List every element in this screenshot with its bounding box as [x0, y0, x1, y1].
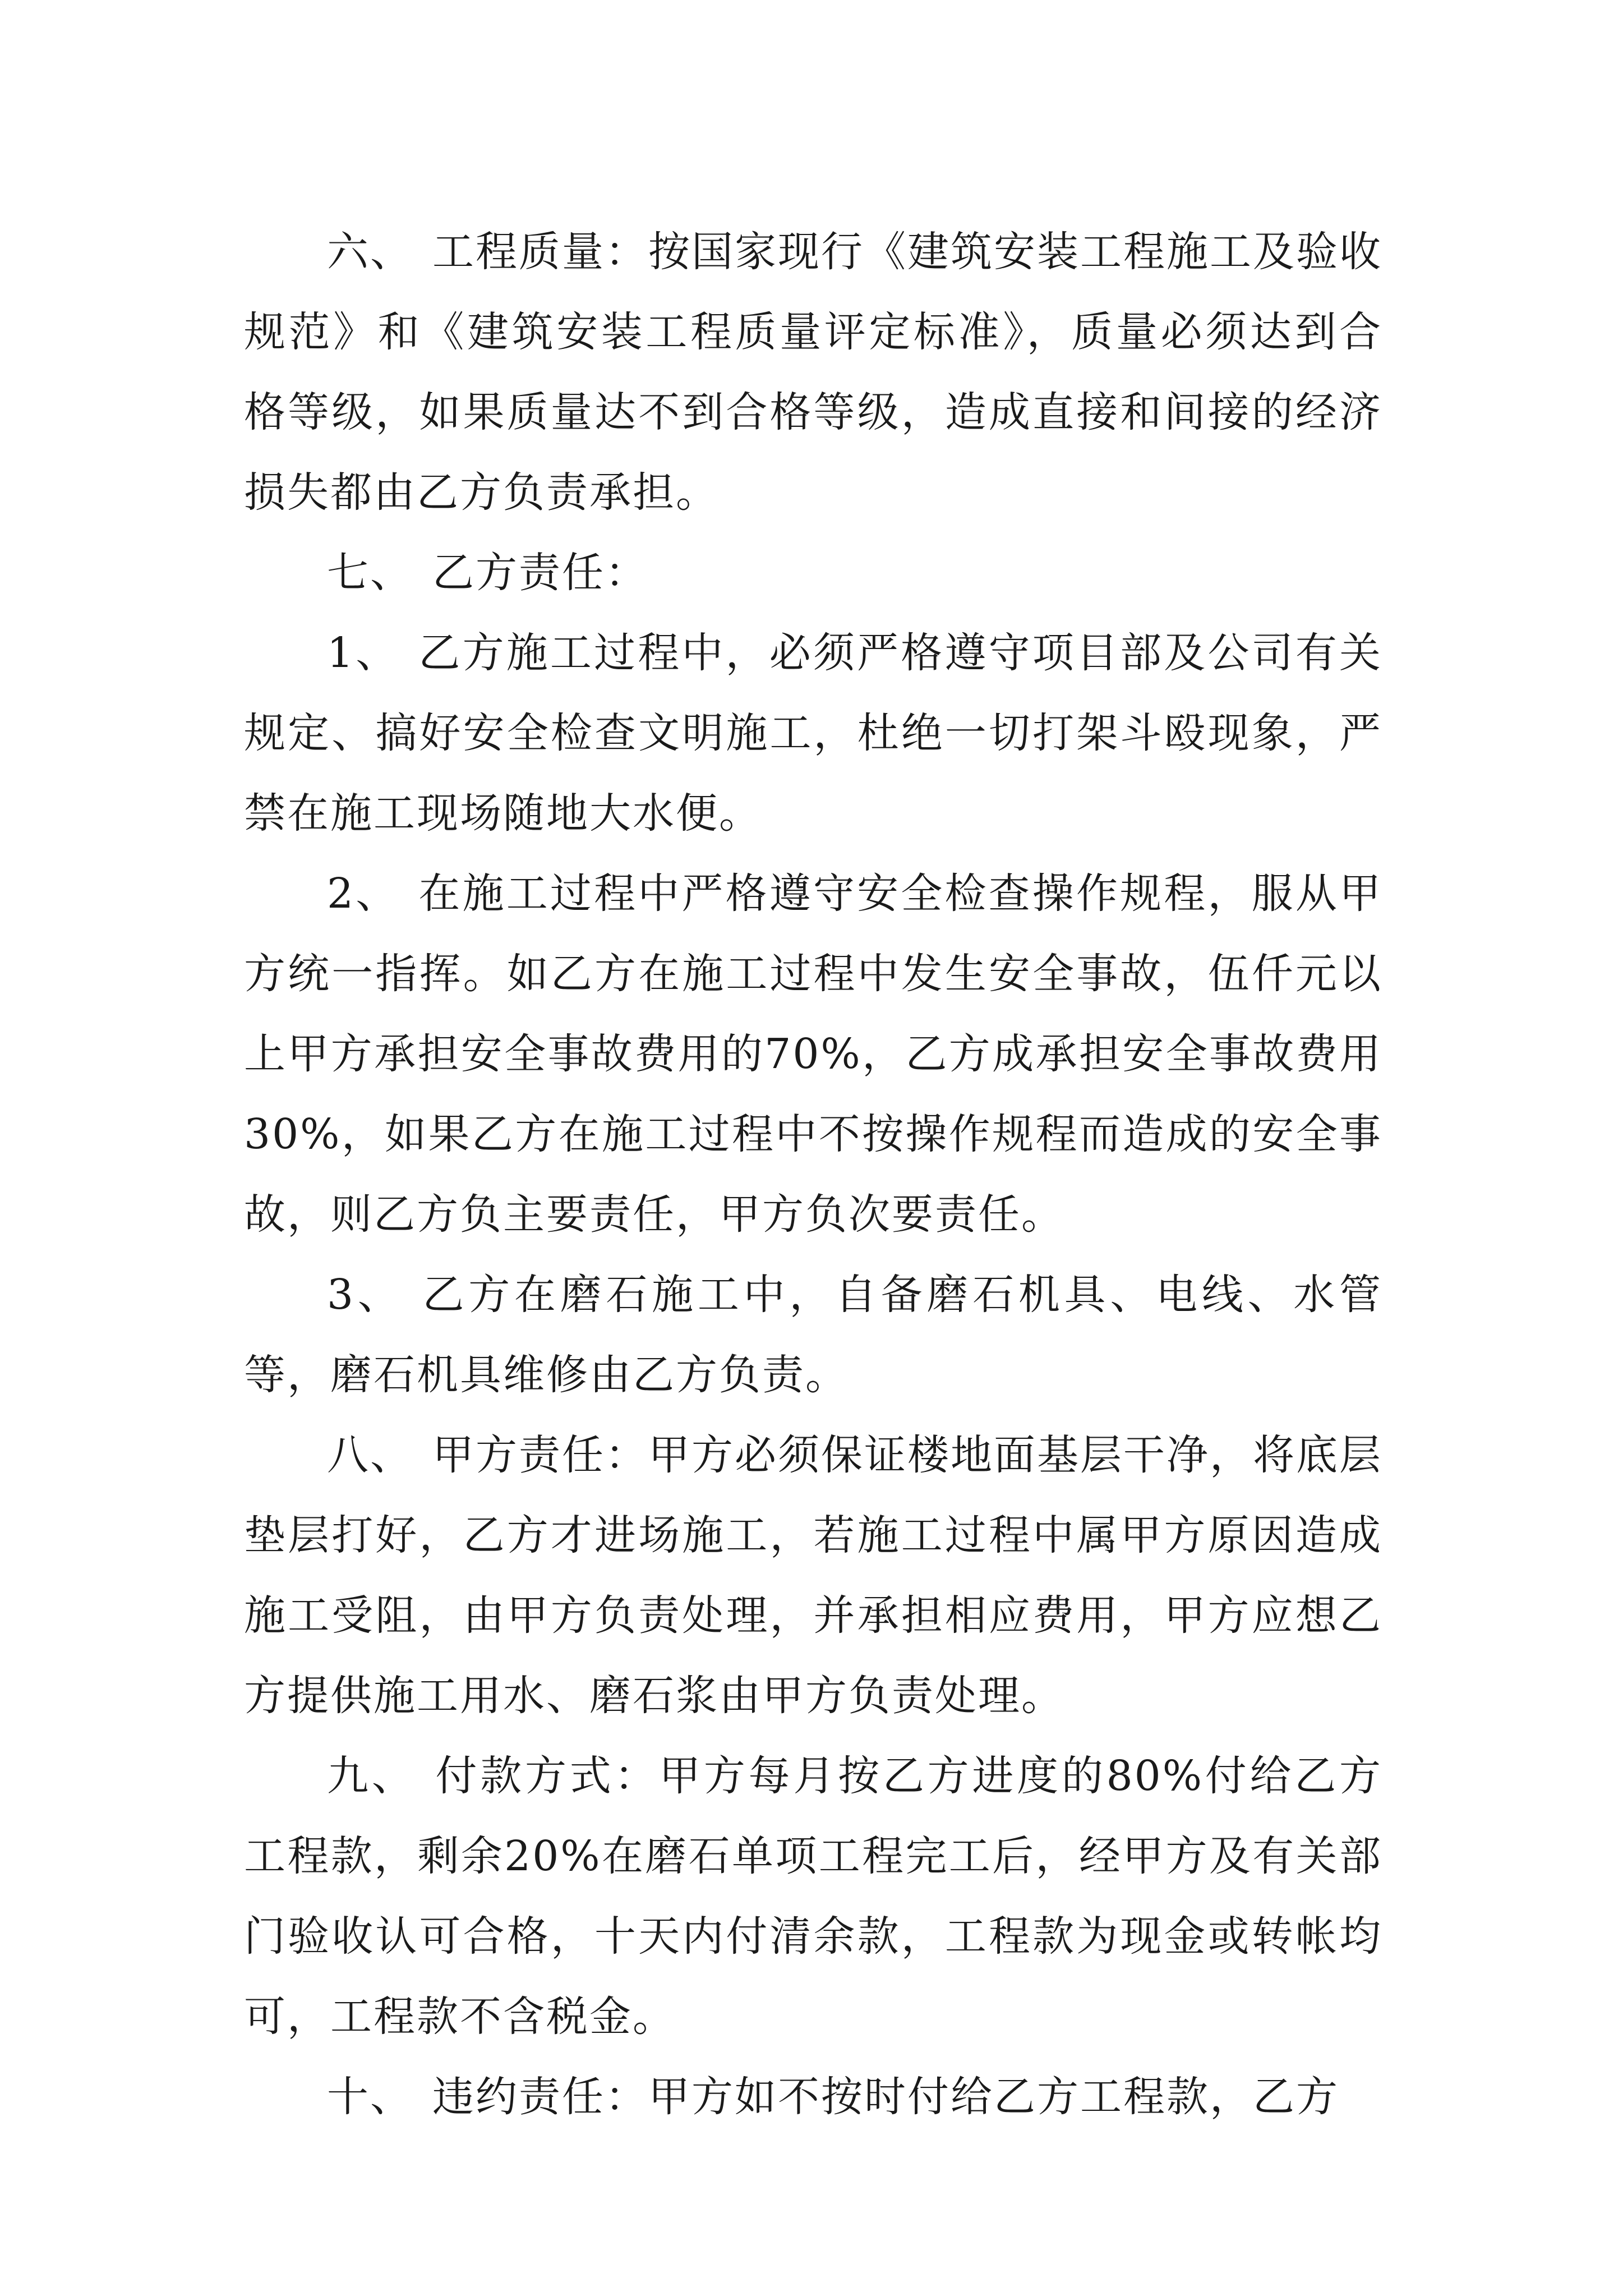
item-number: 2、 [327, 869, 400, 918]
clause-7-item-1 [244, 613, 1382, 854]
clause-number: 七、 [327, 549, 413, 597]
clause-7-item-3 [244, 1255, 1382, 1415]
clause-9-payment [244, 1736, 1382, 2057]
item-number: 3、 [327, 1271, 404, 1319]
clause-text: 工程质量：按国家现行《建筑安装工程施工及验收规范》和《建筑安装工程质量评定标准》，质量必须达到合格等级，如果质量达不到合格等级，造成直接和间接的经济损失都由乙方负责承担。 [244, 228, 1382, 517]
clause-7-item-2 [244, 854, 1382, 1255]
clause-text: 付款方式：甲方每月按乙方进度的80%付给乙方工程款，剩余20%在磨石单项工程完工后，经甲方及有关部门验收认可合格，十天内付清余款，工程款为现金或转帐均可，工程款不含税金。 [244, 1752, 1382, 2041]
item-text: 乙方在磨石施工中，自备磨石机具、电线、水管等，磨石机具维修由乙方负责。 [244, 1271, 1382, 1399]
clause-6-quality [244, 212, 1382, 533]
document-body [244, 212, 1382, 2137]
clause-text: 甲方责任：甲方必须保证楼地面基层干净，将底层垫层打好，乙方才进场施工，若施工过程中属甲方原因造成施工受阻，由甲方负责处理，并承担相应费用，甲方应想乙方提供施工用水、磨石浆由甲方负责处理。 [244, 1431, 1382, 1720]
item-number: 1、 [327, 629, 400, 677]
clause-number: 六、 [327, 228, 413, 276]
item-text: 乙方施工过程中，必须严格遵守项目部及公司有关规定、搞好安全检查文明施工，杜绝一切打架斗殴现象，严禁在施工现场随地大水便。 [244, 629, 1382, 838]
clause-number: 八、 [327, 1431, 413, 1479]
clause-number: 九、 [327, 1752, 417, 1800]
clause-text: 违约责任：甲方如不按时付给乙方工程款，乙方 [432, 2073, 1339, 2121]
clause-7-party-b-responsibility [244, 533, 1382, 613]
item-text: 在施工过程中严格遵守安全检查操作规程，服从甲方统一指挥。如乙方在施工过程中发生安全事故，伍仟元以上甲方承担安全事故费用的70%，乙方成承担安全事故费用30%，如果乙方在施工过程中不按操作规程而造成的安全事故，则乙方负主要责任，甲方负次要责任。 [244, 869, 1382, 1239]
clause-10-breach [244, 2057, 1382, 2137]
clause-8-party-a-responsibility [244, 1415, 1382, 1736]
clause-text: 乙方责任： [432, 549, 648, 597]
clause-number: 十、 [327, 2073, 413, 2121]
